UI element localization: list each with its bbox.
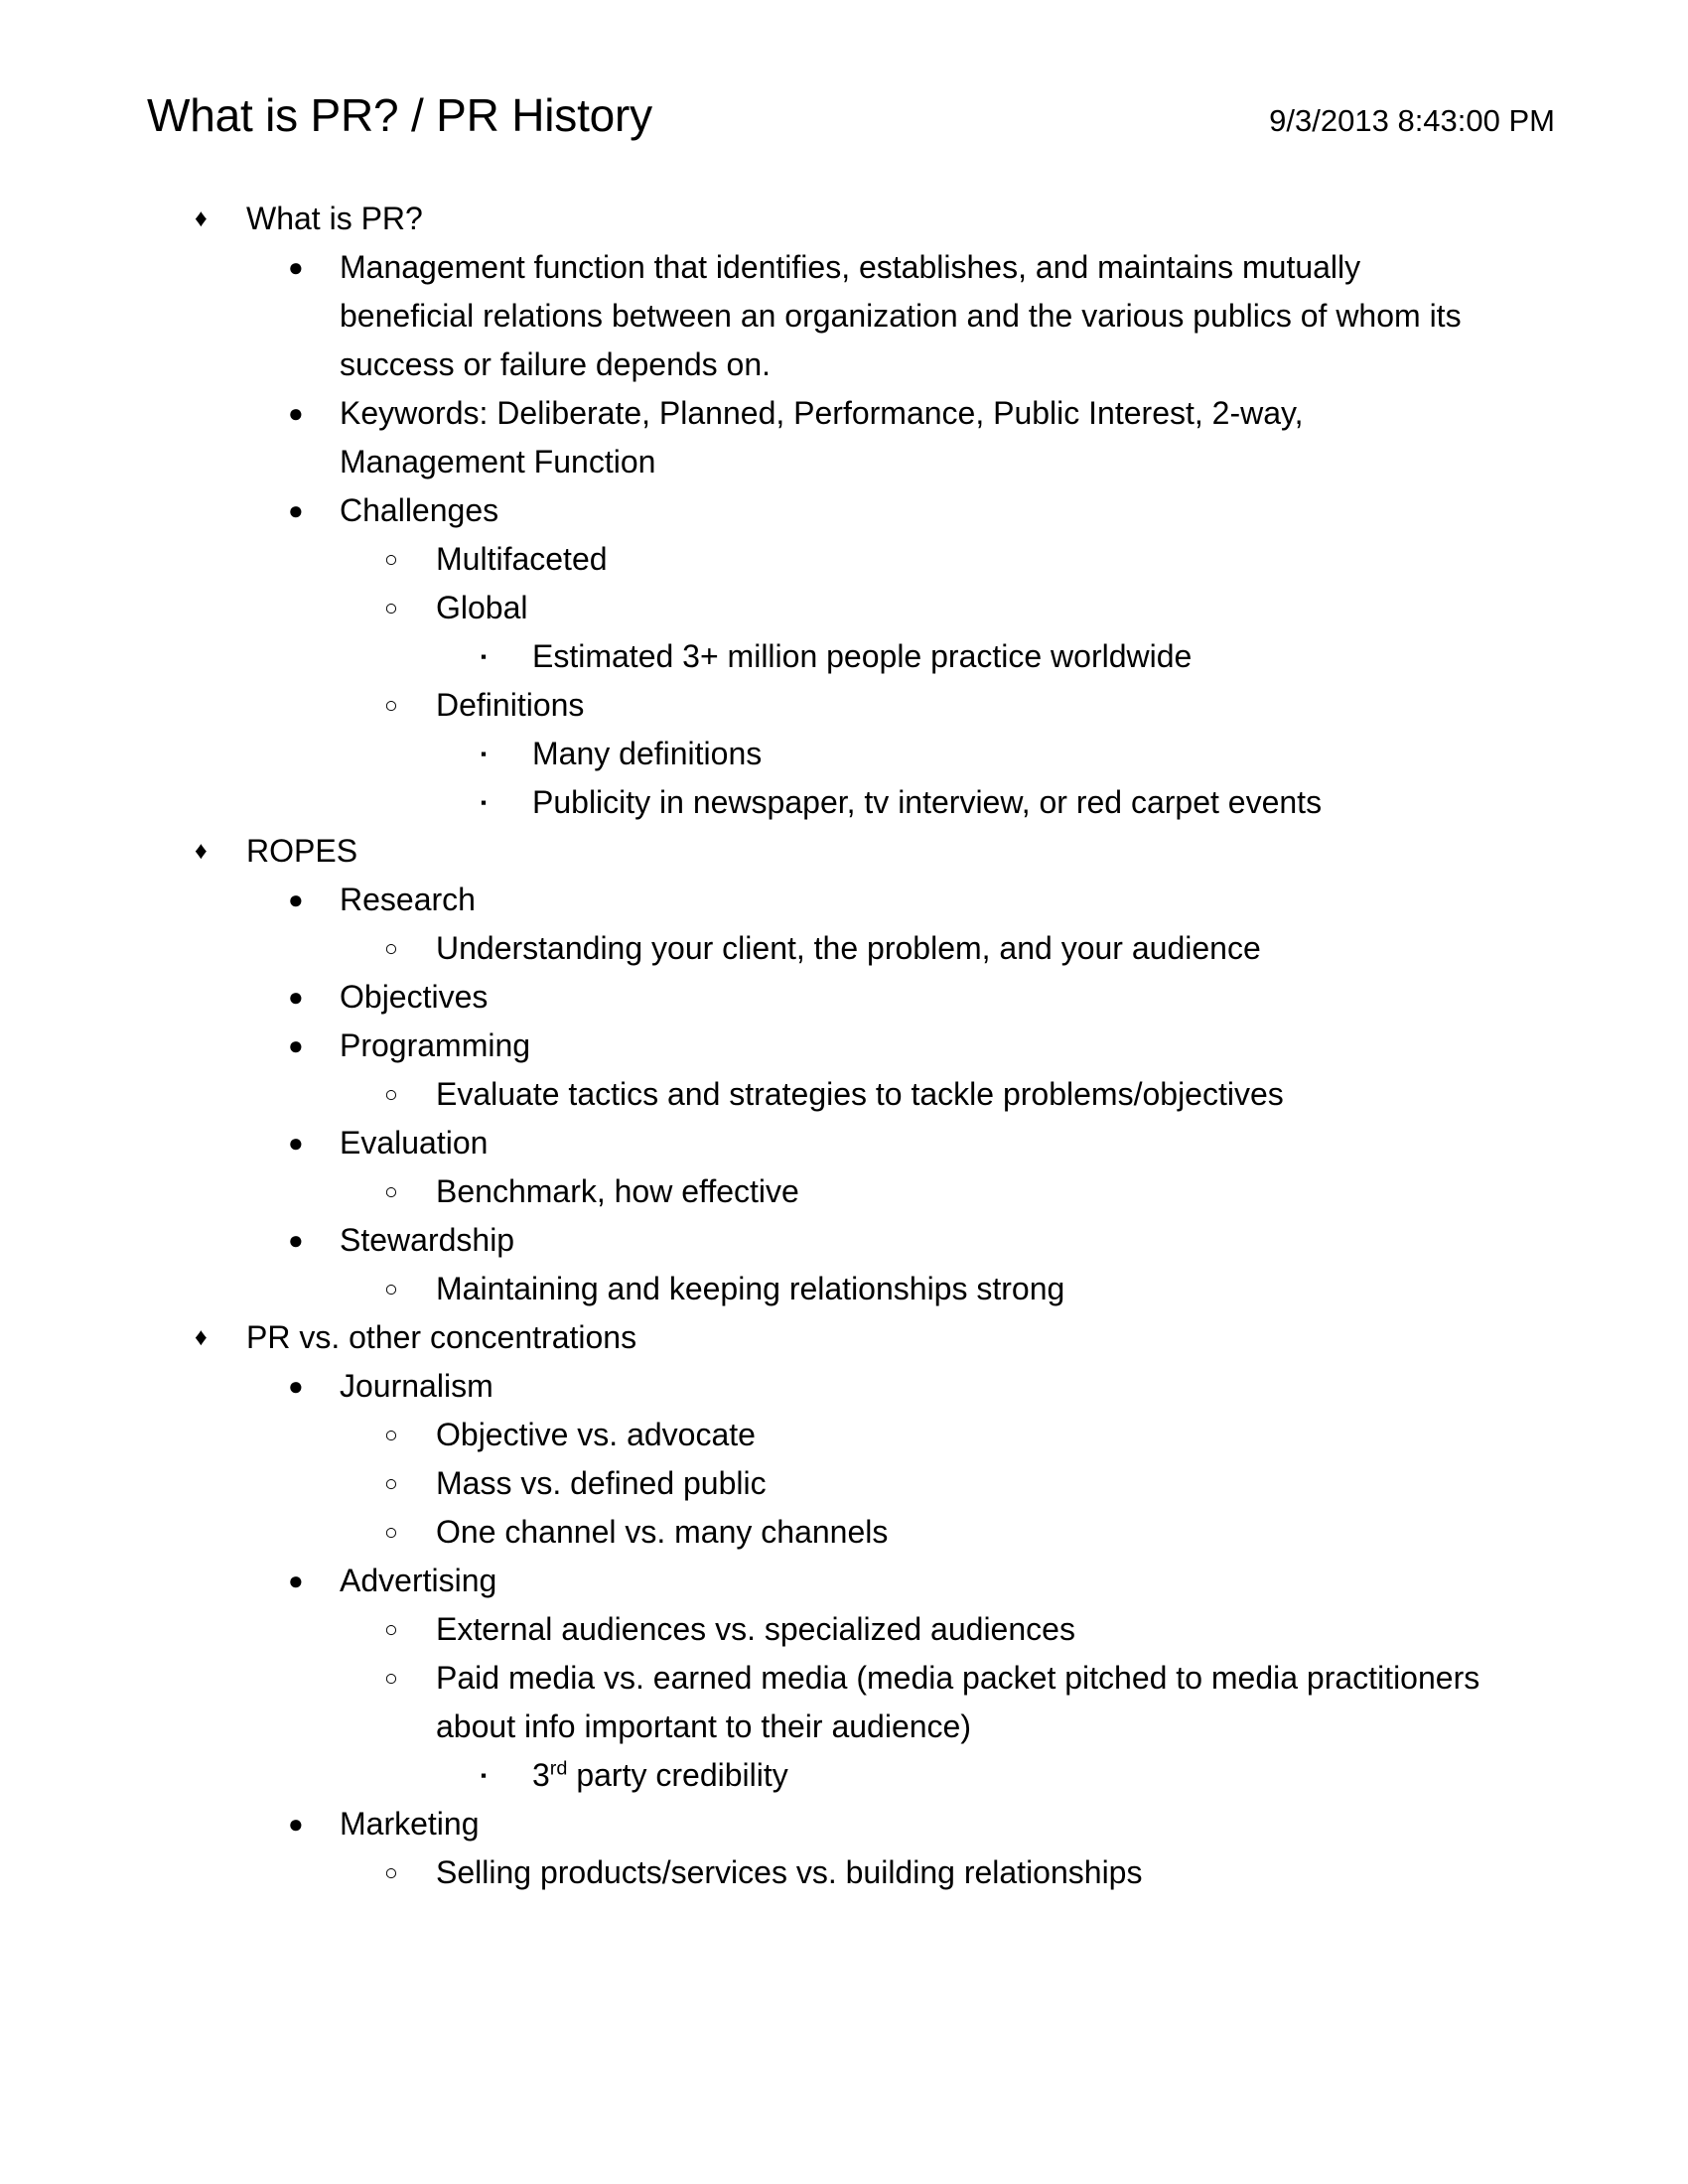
outline-item-level-3 — [0, 1411, 1688, 1459]
outline-item-level-3 — [0, 1654, 1688, 1751]
outline-item-level-3 — [0, 1848, 1688, 1897]
circle-bullet-icon: ○ — [384, 546, 398, 572]
outline-item-label: Programming — [340, 1027, 531, 1063]
outline-item-level-3 — [0, 1167, 1688, 1216]
outline-item-label: Marketing — [340, 1806, 480, 1842]
circle-bullet-icon: ○ — [384, 1859, 398, 1885]
circle-bullet-icon: ○ — [384, 595, 398, 620]
outline-item-level-1 — [0, 1313, 1688, 1362]
outline-item-label: Maintaining and keeping relationships strong — [436, 1271, 1065, 1306]
outline-item-level-2 — [0, 1119, 1688, 1167]
circle-bullet-icon: ○ — [384, 1470, 398, 1496]
outline-item-label: Journalism — [340, 1368, 493, 1404]
outline-item-label: Global — [436, 590, 528, 625]
disc-bullet-icon: ● — [288, 1566, 304, 1595]
outline-item-label: PR vs. other concentrations — [246, 1319, 637, 1355]
outline-item-level-2 — [0, 1216, 1688, 1265]
square-bullet-icon: ▪ — [481, 793, 488, 812]
disc-bullet-icon: ● — [288, 885, 304, 914]
circle-bullet-icon: ○ — [384, 1422, 398, 1447]
ordinal-suffix: rd — [549, 1757, 568, 1780]
disc-bullet-icon: ● — [288, 1128, 304, 1158]
circle-bullet-icon: ○ — [384, 1081, 398, 1107]
outline-item-label: Challenges — [340, 492, 499, 528]
outline-item-label: Keywords: Deliberate, Planned, Performance, Public Interest, 2-way, Management Function — [340, 395, 1304, 479]
outline-item-level-3 — [0, 1070, 1688, 1119]
outline-item-level-1 — [0, 195, 1688, 243]
outline-item-label: Objectives — [340, 979, 489, 1015]
outline-item-level-2 — [0, 1557, 1688, 1605]
document-timestamp: 9/3/2013 8:43:00 PM — [1269, 103, 1555, 138]
circle-bullet-icon: ○ — [384, 1519, 398, 1545]
outline-item-label: Paid media vs. earned media (media packet pitched to media practitioners about info important to their audience) — [436, 1660, 1480, 1744]
outline-item-label: Many definitions — [532, 736, 763, 771]
circle-bullet-icon: ○ — [384, 1616, 398, 1642]
outline-item-label: Stewardship — [340, 1222, 515, 1258]
outline-item-level-3 — [0, 1265, 1688, 1313]
disc-bullet-icon: ● — [288, 982, 304, 1012]
outline-item-label: Understanding your client, the problem, and your audience — [436, 930, 1261, 966]
outline-item-label: Definitions — [436, 687, 585, 723]
outline-item-level-3 — [0, 584, 1688, 632]
outline-item-level-2 — [0, 973, 1688, 1022]
document-header — [147, 87, 1557, 149]
disc-bullet-icon: ● — [288, 252, 304, 282]
outline-item-label: One channel vs. many channels — [436, 1514, 889, 1550]
disc-bullet-icon: ● — [288, 1371, 304, 1401]
outline-item-level-2 — [0, 1022, 1688, 1070]
diamond-bullet-icon: ♦ — [195, 1323, 208, 1351]
circle-bullet-icon: ○ — [384, 1178, 398, 1204]
outline-item-level-3 — [0, 1605, 1688, 1654]
outline-item-label: Management function that identifies, establishes, and maintains mutually beneficial relations between an organization and the various publics of whom its success or failure depends on. — [340, 249, 1462, 382]
outline-item-label: What is PR? — [246, 201, 423, 236]
outline-item-level-2 — [0, 1362, 1688, 1411]
circle-bullet-icon: ○ — [384, 935, 398, 961]
square-bullet-icon: ▪ — [481, 1766, 488, 1785]
outline-item-level-2 — [0, 486, 1688, 535]
outline-item-label: Multifaceted — [436, 541, 608, 577]
outline-item-level-2 — [0, 389, 1688, 486]
outline-item-label: Selling products/services vs. building relationships — [436, 1854, 1143, 1890]
outline-item-label: Advertising — [340, 1563, 497, 1598]
disc-bullet-icon: ● — [288, 1809, 304, 1839]
outline-item-label: Evaluate tactics and strategies to tackle problems/objectives — [436, 1076, 1284, 1112]
outline-item-level-4 — [0, 1751, 1688, 1800]
circle-bullet-icon: ○ — [384, 1276, 398, 1301]
outline-item-label: Estimated 3+ million people practice worldwide — [532, 638, 1193, 674]
outline-item-level-4 — [0, 730, 1688, 778]
outline-item-level-1 — [0, 827, 1688, 876]
outline-item-level-3 — [0, 1459, 1688, 1508]
outline-item-level-2 — [0, 243, 1688, 389]
disc-bullet-icon: ● — [288, 1030, 304, 1060]
page-title: What is PR? / PR History — [147, 89, 652, 141]
square-bullet-icon: ▪ — [481, 745, 488, 763]
outline-list — [0, 195, 1688, 1897]
circle-bullet-icon: ○ — [384, 692, 398, 718]
outline-item-label: Publicity in newspaper, tv interview, or red carpet events — [532, 784, 1323, 820]
outline-item-label: ROPES — [246, 833, 358, 869]
diamond-bullet-icon: ♦ — [195, 205, 208, 232]
outline-item-label: Research — [340, 882, 476, 917]
square-bullet-icon: ▪ — [481, 647, 488, 666]
disc-bullet-icon: ● — [288, 1225, 304, 1255]
disc-bullet-icon: ● — [288, 398, 304, 428]
outline-item-level-3 — [0, 924, 1688, 973]
outline-item-label: Benchmark, how effective — [436, 1173, 799, 1209]
circle-bullet-icon: ○ — [384, 1665, 398, 1691]
outline-item-level-2 — [0, 876, 1688, 924]
outline-item-level-3 — [0, 1508, 1688, 1557]
outline-item-label: 3rd party credibility — [532, 1757, 788, 1793]
disc-bullet-icon: ● — [288, 495, 304, 525]
outline-item-label: Evaluation — [340, 1125, 489, 1160]
outline-item-level-3 — [0, 535, 1688, 584]
diamond-bullet-icon: ♦ — [195, 837, 208, 865]
outline-item-level-3 — [0, 681, 1688, 730]
outline-item-level-4 — [0, 778, 1688, 827]
outline-item-label: Objective vs. advocate — [436, 1417, 756, 1452]
outline-item-label: Mass vs. defined public — [436, 1465, 767, 1501]
outline-item-level-2 — [0, 1800, 1688, 1848]
outline-item-level-4 — [0, 632, 1688, 681]
outline-item-label: External audiences vs. specialized audiences — [436, 1611, 1075, 1647]
